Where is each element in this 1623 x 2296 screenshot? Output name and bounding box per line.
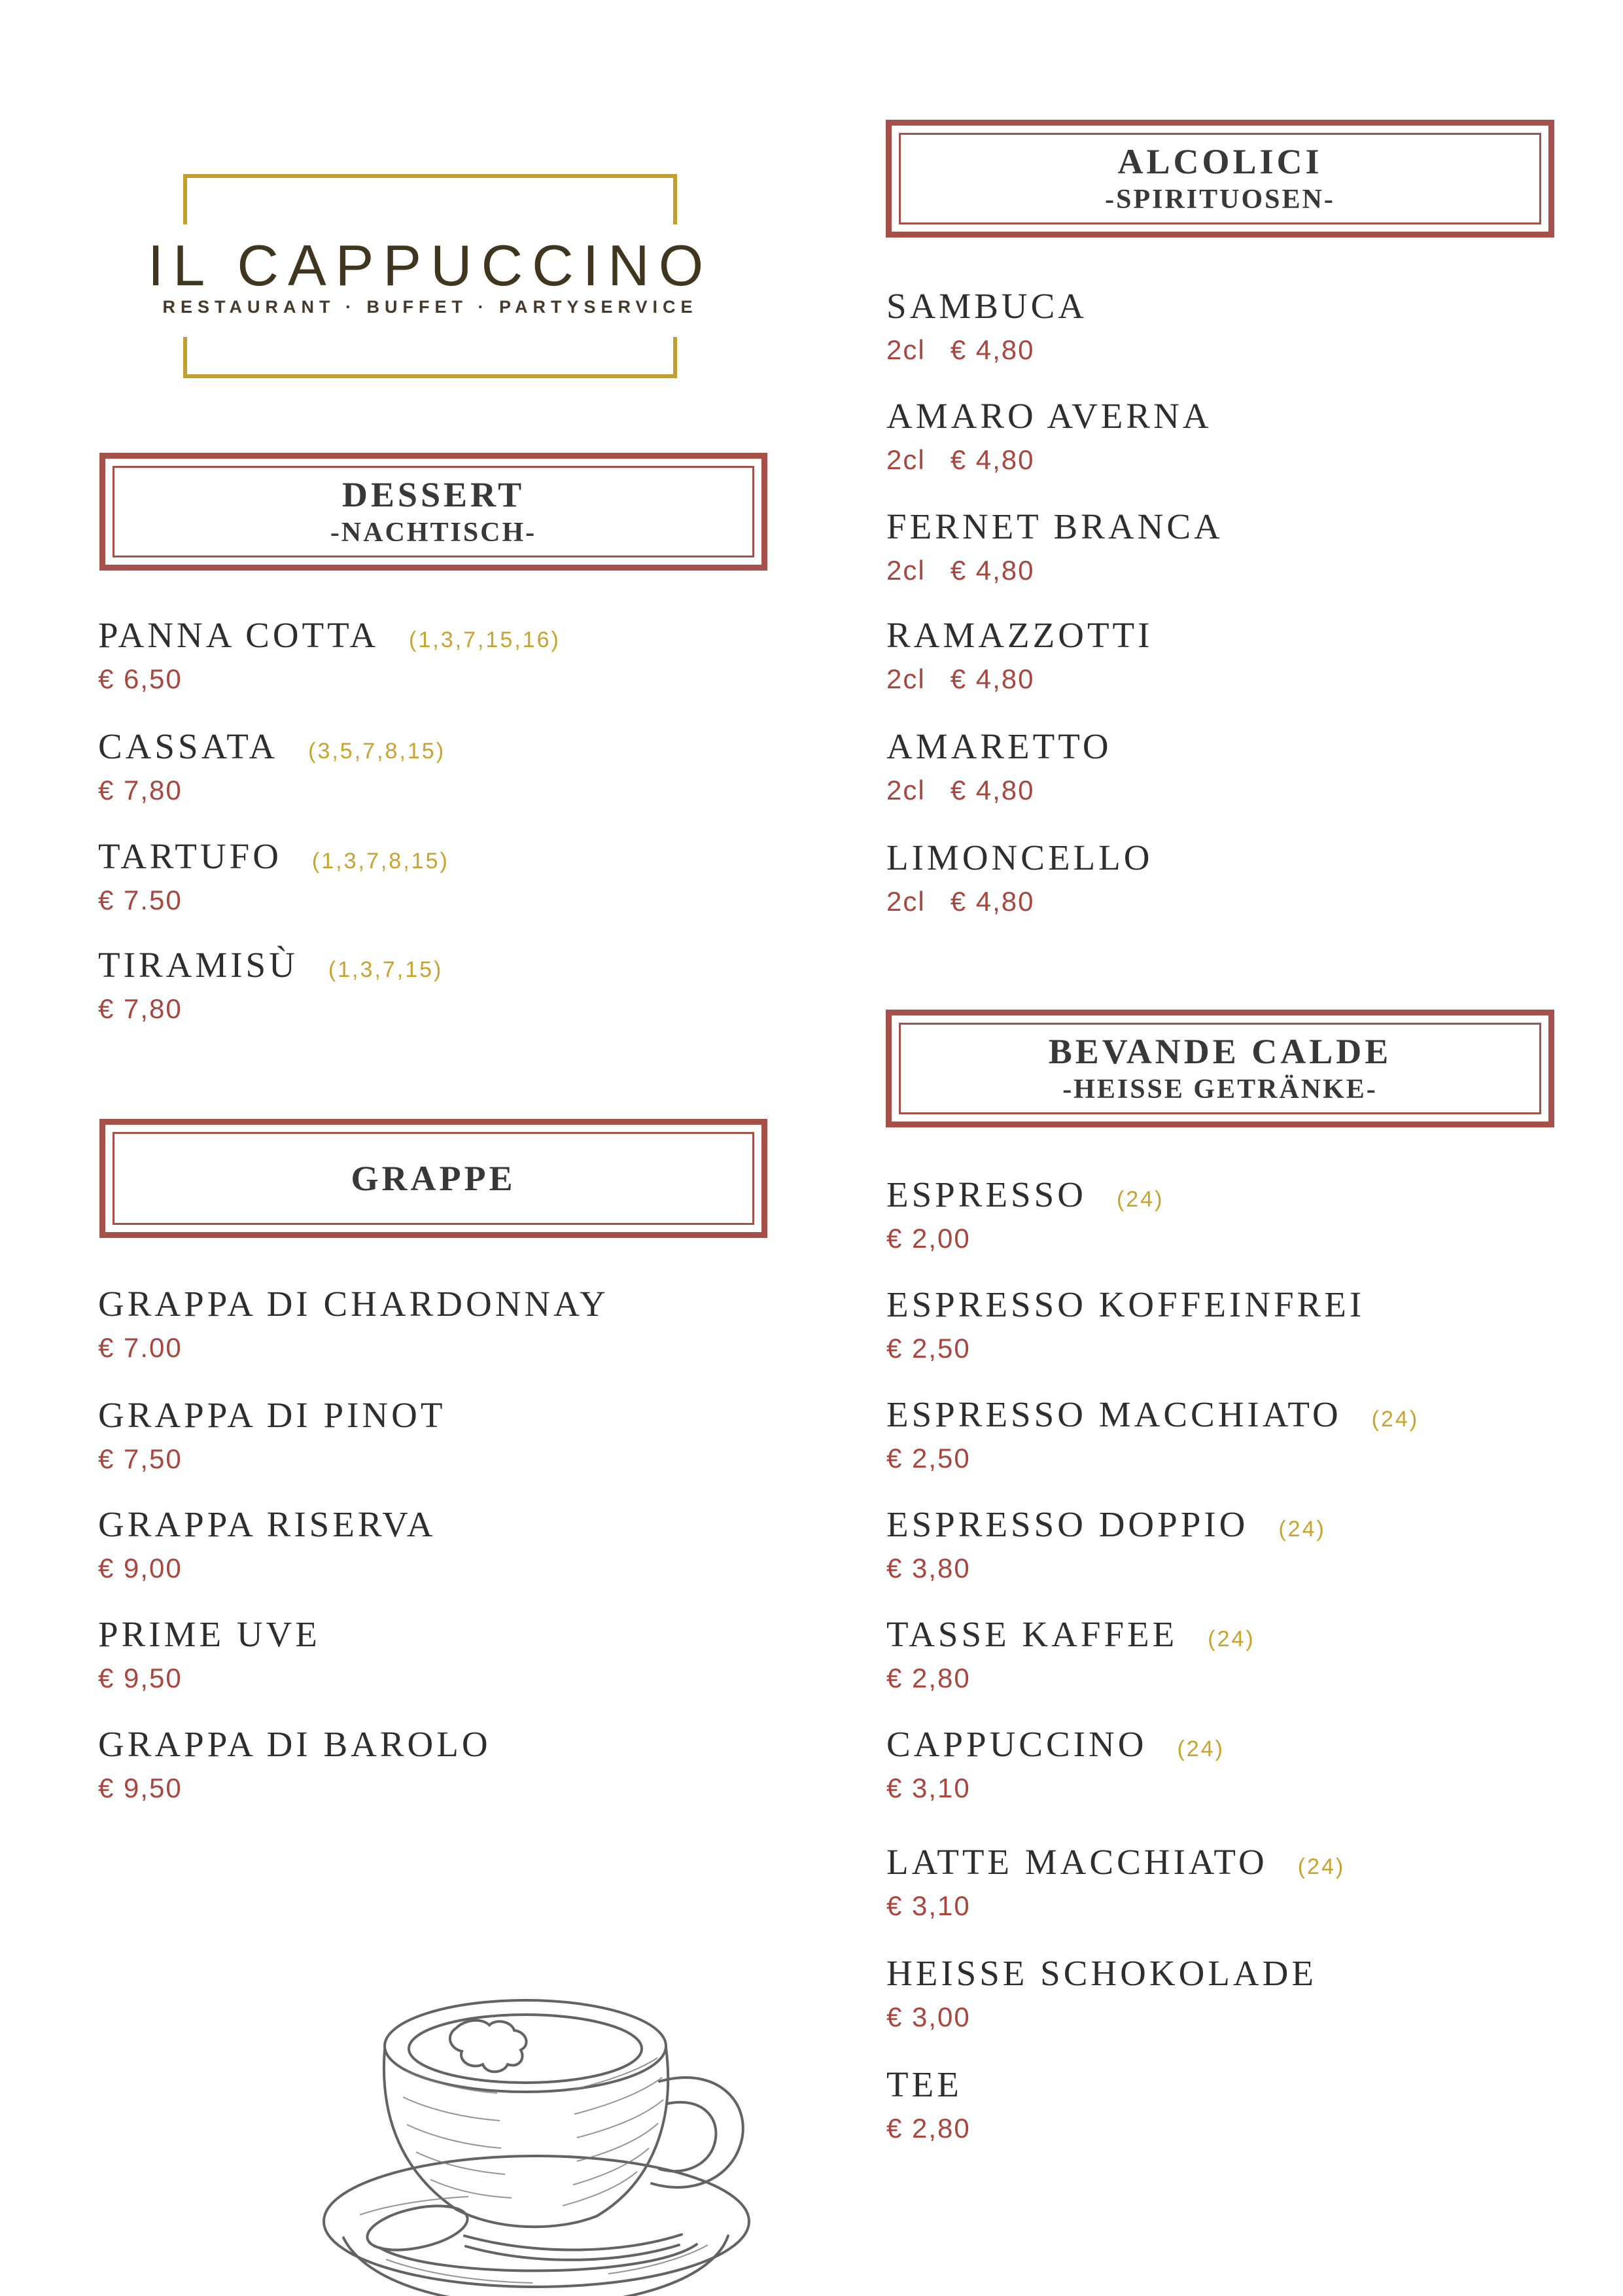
item-price-line bbox=[98, 1333, 609, 1362]
item-name: AMARETTO bbox=[886, 726, 1112, 766]
item-name-line bbox=[98, 617, 561, 658]
item-price: € 4,80 bbox=[950, 663, 1035, 694]
section-header-grappe-inner bbox=[113, 1132, 754, 1225]
section-header-dessert bbox=[99, 453, 767, 571]
item-name-line bbox=[886, 1955, 1317, 1996]
item-price-line bbox=[98, 886, 449, 915]
section-title: DESSERT bbox=[341, 475, 525, 514]
item-allergens: (1,3,7,15) bbox=[328, 957, 444, 982]
item-name: PRIME UVE bbox=[98, 1614, 321, 1654]
item-name-line bbox=[98, 1726, 491, 1767]
item-price: € 7,50 bbox=[98, 1443, 183, 1474]
logo-frame-top bbox=[183, 174, 677, 178]
logo-frame-left-upper bbox=[183, 174, 187, 224]
section-header-alcolici bbox=[886, 120, 1554, 238]
item-name: PANNA COTTA bbox=[98, 615, 379, 655]
item-price-line bbox=[98, 1445, 445, 1474]
section-title: ALCOLICI bbox=[1117, 142, 1323, 181]
item-price-line bbox=[98, 1774, 491, 1803]
item-name: CAPPUCCINO bbox=[886, 1724, 1147, 1764]
item-allergens: (24) bbox=[1297, 1854, 1346, 1879]
item-price: € 7.00 bbox=[98, 1332, 183, 1363]
menu-item-amaretto bbox=[886, 728, 1112, 805]
section-header-alcolici-inner bbox=[899, 133, 1541, 224]
item-name: FERNET BRANCA bbox=[886, 506, 1223, 546]
item-name-line bbox=[98, 838, 449, 879]
menu-item-amaro-averna bbox=[886, 398, 1212, 474]
logo-frame-right-lower bbox=[673, 337, 677, 378]
menu-item-espresso-koffeinfrei bbox=[886, 1286, 1365, 1363]
section-header-bevande-calde-inner bbox=[899, 1023, 1541, 1114]
item-name-line bbox=[886, 728, 1112, 769]
item-price: € 4,80 bbox=[950, 334, 1035, 365]
menu-item-tartufo bbox=[98, 838, 449, 915]
item-name-line bbox=[886, 288, 1087, 329]
item-name: LIMONCELLO bbox=[886, 838, 1153, 877]
item-name-line bbox=[886, 1616, 1255, 1657]
item-price-line bbox=[886, 556, 1223, 585]
item-name: SAMBUCA bbox=[886, 286, 1088, 326]
item-price: € 4,80 bbox=[950, 444, 1035, 475]
item-name-line bbox=[886, 1286, 1365, 1328]
item-price-line bbox=[886, 1892, 1345, 1920]
item-allergens: (24) bbox=[1371, 1407, 1420, 1432]
item-size: 2cl bbox=[886, 663, 926, 694]
item-name-line bbox=[98, 1397, 445, 1438]
item-name: LATTE MACCHIATO bbox=[886, 1842, 1268, 1882]
coffee-cup-illustration bbox=[281, 1966, 798, 2296]
item-name: TIRAMISÙ bbox=[98, 945, 298, 985]
item-price: € 7,80 bbox=[98, 775, 183, 805]
item-price: € 9,00 bbox=[98, 1553, 183, 1583]
section-subtitle: -HEISSE GETRÄNKE- bbox=[1062, 1074, 1378, 1104]
item-price-line bbox=[886, 1444, 1419, 1473]
section-subtitle: -SPIRITUOSEN- bbox=[1105, 185, 1335, 215]
item-price-line bbox=[886, 336, 1087, 364]
item-allergens: (24) bbox=[1177, 1737, 1225, 1761]
logo-title: IL CAPPUCCINO bbox=[147, 233, 713, 298]
item-name-line bbox=[886, 398, 1212, 439]
item-allergens: (24) bbox=[1208, 1627, 1255, 1651]
menu-item-grappa-di-barolo bbox=[98, 1726, 491, 1803]
item-name-line bbox=[886, 839, 1153, 881]
menu-item-cappuccino bbox=[886, 1726, 1225, 1803]
section-title: BEVANDE CALDE bbox=[1048, 1032, 1392, 1071]
section-header-dessert-inner bbox=[113, 466, 754, 557]
item-price: € 2,80 bbox=[886, 1663, 971, 1693]
menu-item-espresso-doppio bbox=[886, 1506, 1326, 1583]
item-price: € 4,80 bbox=[950, 555, 1035, 586]
item-name: TARTUFO bbox=[98, 836, 282, 876]
menu-item-sambuca bbox=[886, 288, 1087, 364]
item-price-line bbox=[886, 665, 1153, 694]
menu-item-prime-uve bbox=[98, 1616, 321, 1693]
menu-item-espresso-macchiato bbox=[886, 1396, 1419, 1473]
logo-frame-left-lower bbox=[183, 337, 187, 378]
item-name-line bbox=[98, 1616, 321, 1657]
item-name: ESPRESSO bbox=[886, 1174, 1087, 1214]
menu-item-grappa-riserva bbox=[98, 1506, 436, 1583]
section-subtitle: -NACHTISCH- bbox=[330, 518, 537, 548]
item-name: GRAPPA RISERVA bbox=[98, 1504, 436, 1544]
item-price: € 4,80 bbox=[950, 886, 1035, 917]
menu-item-tasse-kaffee bbox=[886, 1616, 1255, 1693]
item-name-line bbox=[98, 947, 443, 988]
menu-item-ramazzotti bbox=[886, 617, 1153, 694]
item-allergens: (1,3,7,15,16) bbox=[409, 627, 561, 652]
item-size: 2cl bbox=[886, 334, 926, 365]
item-price: € 9,50 bbox=[98, 1773, 183, 1803]
menu-item-tee bbox=[886, 2066, 971, 2143]
menu-item-grappa-di-chardonnay bbox=[98, 1286, 609, 1362]
item-price: € 7.50 bbox=[98, 885, 183, 915]
menu-item-heisse-schokolade bbox=[886, 1955, 1317, 2032]
item-name-line bbox=[98, 1506, 436, 1547]
menu-item-latte-macchiato bbox=[886, 1844, 1345, 1920]
item-price: € 2,50 bbox=[886, 1333, 971, 1364]
logo-subtitle: RESTAURANT · BUFFET · PARTYSERVICE bbox=[162, 297, 698, 317]
item-price-line bbox=[98, 995, 443, 1023]
item-price: € 3,10 bbox=[886, 1890, 971, 1921]
item-name: RAMAZZOTTI bbox=[886, 615, 1153, 655]
menu-item-limoncello bbox=[886, 839, 1153, 916]
item-name: CASSATA bbox=[98, 726, 279, 766]
item-name-line bbox=[98, 1286, 609, 1327]
item-price-line bbox=[98, 1664, 321, 1693]
item-name-line bbox=[886, 1844, 1345, 1885]
section-header-grappe bbox=[99, 1119, 767, 1238]
item-price: € 7,80 bbox=[98, 993, 183, 1024]
item-size: 2cl bbox=[886, 444, 926, 475]
item-price-line bbox=[886, 1334, 1365, 1363]
logo-frame-bottom bbox=[183, 374, 677, 378]
item-name: TASSE KAFFEE bbox=[886, 1614, 1178, 1654]
item-price: € 2,80 bbox=[886, 2113, 971, 2144]
item-price-line bbox=[886, 887, 1153, 916]
item-price-line bbox=[886, 2003, 1317, 2032]
item-price-line bbox=[886, 1554, 1326, 1583]
item-name: TEE bbox=[886, 2064, 962, 2104]
item-price: € 2,00 bbox=[886, 1223, 971, 1254]
item-name-line bbox=[886, 2066, 971, 2108]
item-price: € 6,50 bbox=[98, 663, 183, 694]
item-name: HEISSE SCHOKOLADE bbox=[886, 1953, 1317, 1993]
item-name-line bbox=[886, 508, 1223, 550]
item-size: 2cl bbox=[886, 555, 926, 586]
menu-item-grappa-di-pinot bbox=[98, 1397, 445, 1474]
item-name: GRAPPA DI CHARDONNAY bbox=[98, 1284, 609, 1324]
item-price: € 2,50 bbox=[886, 1443, 971, 1474]
item-price-line bbox=[98, 1554, 436, 1583]
item-price: € 9,50 bbox=[98, 1663, 183, 1693]
item-price-line bbox=[886, 776, 1112, 805]
item-name: GRAPPA DI PINOT bbox=[98, 1395, 446, 1435]
item-allergens: (24) bbox=[1116, 1187, 1164, 1212]
menu-item-fernet-branca bbox=[886, 508, 1223, 585]
item-name-line bbox=[886, 1726, 1225, 1767]
item-price: € 4,80 bbox=[950, 775, 1035, 805]
section-header-bevande-calde bbox=[886, 1010, 1554, 1127]
item-name: GRAPPA DI BAROLO bbox=[98, 1724, 491, 1764]
item-size: 2cl bbox=[886, 775, 926, 805]
item-price-line bbox=[98, 665, 561, 694]
item-name-line bbox=[886, 1176, 1164, 1218]
item-name: ESPRESSO MACCHIATO bbox=[886, 1394, 1342, 1434]
item-name: AMARO AVERNA bbox=[886, 396, 1212, 436]
item-price-line bbox=[886, 1664, 1255, 1693]
item-name-line bbox=[886, 617, 1153, 658]
item-name-line bbox=[886, 1396, 1419, 1438]
item-allergens: (1,3,7,8,15) bbox=[311, 849, 449, 874]
item-price: € 3,00 bbox=[886, 2002, 971, 2032]
item-name-line bbox=[886, 1506, 1326, 1547]
item-size: 2cl bbox=[886, 886, 926, 917]
item-allergens: (3,5,7,8,15) bbox=[308, 739, 446, 764]
item-name-line bbox=[98, 728, 445, 769]
item-price-line bbox=[886, 1774, 1225, 1803]
logo-frame-right-upper bbox=[673, 174, 677, 224]
item-price-line bbox=[98, 776, 445, 805]
item-price-line bbox=[886, 446, 1212, 474]
menu-item-cassata bbox=[98, 728, 445, 805]
item-price: € 3,80 bbox=[886, 1553, 971, 1583]
item-price-line bbox=[886, 2114, 971, 2143]
menu-item-tiramisu bbox=[98, 947, 443, 1023]
item-allergens: (24) bbox=[1278, 1517, 1326, 1542]
item-name: ESPRESSO DOPPIO bbox=[886, 1504, 1249, 1544]
menu-item-panna-cotta bbox=[98, 617, 561, 694]
item-price: € 3,10 bbox=[886, 1773, 971, 1803]
item-name: ESPRESSO KOFFEINFREI bbox=[886, 1284, 1365, 1324]
section-title: GRAPPE bbox=[351, 1159, 516, 1198]
item-price-line bbox=[886, 1224, 1164, 1253]
menu-item-espresso bbox=[886, 1176, 1164, 1253]
